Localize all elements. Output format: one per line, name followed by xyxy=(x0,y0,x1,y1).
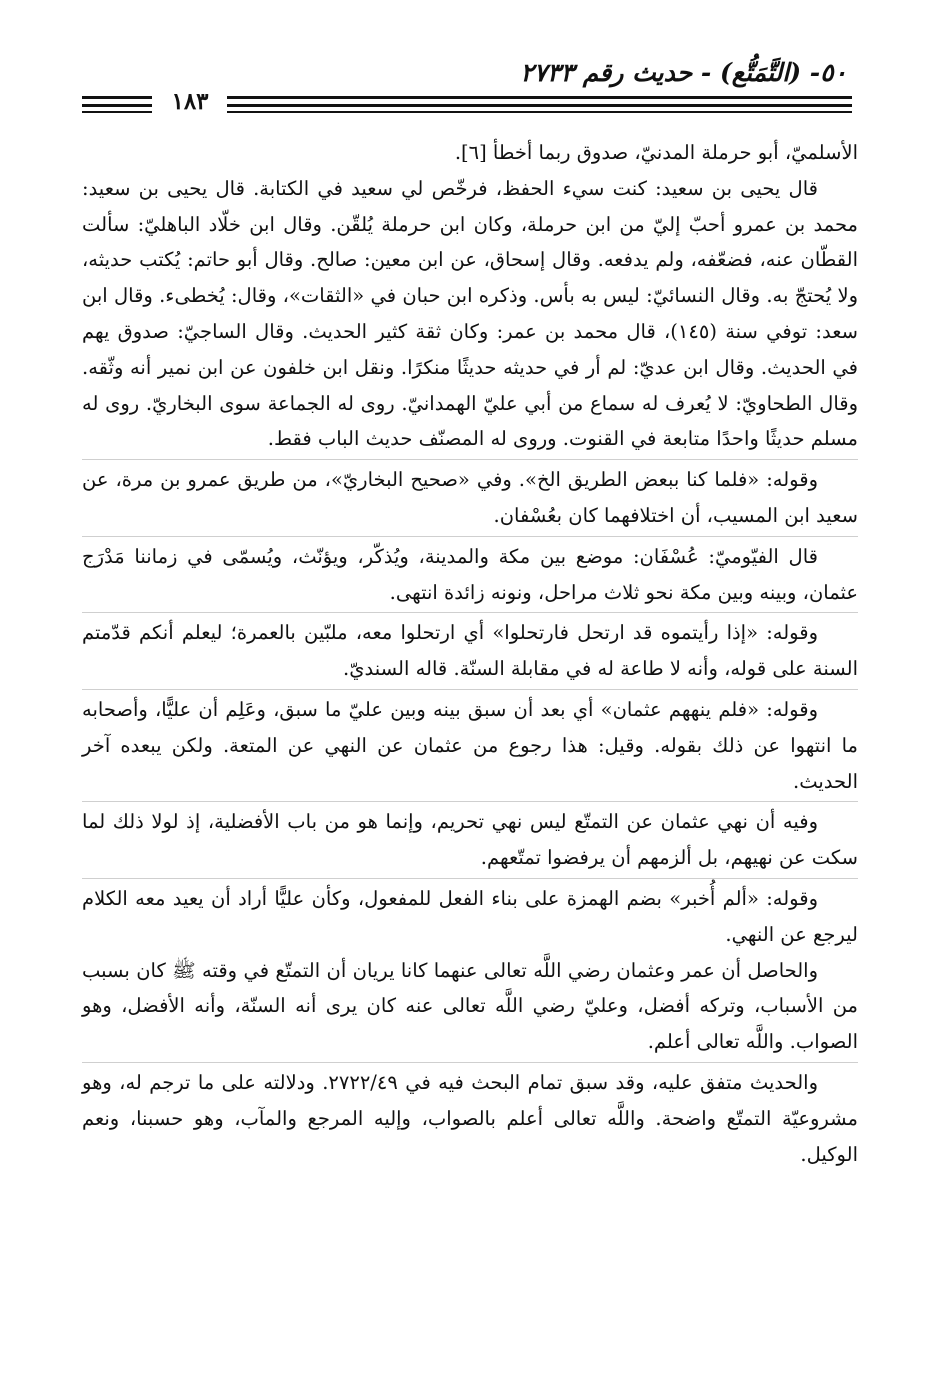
paragraph: وفيه أن نهي عثمان عن التمتّع ليس نهي تحريم، وإنما هو من باب الأفضلية، إذ لولا ذلك لما سكت عن نهيهم، بل ألزمهم أن يرفضوا تمتّعهم. xyxy=(82,810,858,870)
paragraph: والحديث متفق عليه، وقد سبق تمام البحث فيه في ٢٧٢٢/٤٩. ودلالته على ما ترجم له، وهو مشروعيّة التمتّع واضحة. واللَّه تعالى أعلم بالصواب، وإليه المرجع والمآب، وهو حسبنا، ونعم الوكيل. xyxy=(82,1070,858,1166)
page-number: ١٨٣ xyxy=(171,88,209,115)
paragraph: قال الفيّوميّ: عُسْفَان: موضع بين مكة والمدينة، ويُذكّر، ويؤنّث، ويُسمّى في زماننا مَدْرَج عثمان، وبينه وبين مكة نحو ثلاث مراحل، ونونه زائدة انتهى. xyxy=(82,544,858,604)
rule-line xyxy=(227,104,852,107)
running-header-title: ٥٠- (التَّمَتُّع) - حديث رقم ٢٧٣٣ xyxy=(520,58,847,87)
rule-line xyxy=(82,96,152,99)
paragraph-separator xyxy=(82,878,858,879)
paragraph-separator xyxy=(82,1062,858,1063)
paragraph-separator xyxy=(82,801,858,802)
paragraph-separator xyxy=(82,536,858,537)
paragraph: وقوله: «ألم أُخبر» بضم الهمزة على بناء الفعل للمفعول، وكأن عليًّا أراد أن يعيد معه الكلام ليرجع عن النهي. xyxy=(82,886,858,946)
paragraph: الأسلميّ، أبو حرملة المدنيّ، صدوق ربما أخطأ [٦]. xyxy=(454,141,858,164)
paragraph: والحاصل أن عمر وعثمان رضي اللَّه تعالى عنهما كانا يريان أن التمتّع في وقته ﷺ كان بسبب من الأسباب، وتركه أفضل، وعليّ رضي اللَّه تعالى عنه كان يرى أنه السنّة، وأنه الأفضل، وهو الصواب. واللَّه تعالى أعلم. xyxy=(82,958,858,1054)
paragraph-separator xyxy=(82,689,858,690)
rule-line xyxy=(82,104,152,107)
paragraph: قال يحيى بن سعيد: كنت سيء الحفظ، فرخّص لي سعيد في الكتابة. قال يحيى بن سعيد: محمد بن عمرو أحبّ إليّ من ابن حرملة، وكان ابن حرملة يُلقّن. وقال ابن خلّاد الباهليّ: سألت القطّان عنه، فضعّفه، ولم يدفعه. وقال إسحاق، عن ابن معين: صالح. وقال أبو حاتم: يُكتب حديثه، ولا يُحتجّ به. وقال النسائيّ: ليس به بأس. وذكره ابن حبان في «الثقات»، وقال: يُخطىء. وقال ابن سعد: توفي سنة (١٤٥)، قال محمد بن عمر: وكان ثقة كثير الحديث. وقال الساجيّ: صدوق يهم في الحديث. وقال ابن عديّ: لم أر في حديثه حديثًا منكرًا. ونقل ابن خلفون عن ابن نمير أنه وثّقه. وقال الطحاويّ: لا يُعرف له سماع من أبي عليّ الهمدانيّ. روى له الجماعة سوى البخاريّ. روى له مسلم حديثًا واحدًا متابعة في القنوت. وروى له المصنّف حديث الباب فقط. xyxy=(82,176,858,451)
rule-line xyxy=(227,96,852,99)
paragraph-separator xyxy=(82,459,858,460)
paragraph: وقوله: «إذا رأيتموه قد ارتحل فارتحلوا» أي ارتحلوا معه، ملبّين بالعمرة؛ ليعلم أنكم قدّمتم السنة على قوله، وأنه لا طاعة له في مقابلة السنّة. قاله السنديّ. xyxy=(82,621,858,681)
rule-line xyxy=(82,111,152,113)
paragraph: وقوله: «فلما كنا ببعض الطريق الخ». وفي «صحيح البخاريّ»، من طريق عمرو بن مرة، عن سعيد ابن المسيب، أن اختلافهما كان بعُسْفان. xyxy=(82,468,858,527)
body-text xyxy=(82,135,858,1172)
paragraph-separator xyxy=(82,612,858,613)
paragraph: وقوله: «فلم ينههم عثمان» أي بعد أن سبق بينه وبين عليّ ما سبق، وعَلِم أن عليًّا، وأصحابه ما انتهوا عن ذلك بقوله. وقيل: هذا رجوع من عثمان عن النهي عن المتعة. ولكن يبعده آخر الحديث. xyxy=(82,697,858,793)
rule-line xyxy=(227,111,852,113)
